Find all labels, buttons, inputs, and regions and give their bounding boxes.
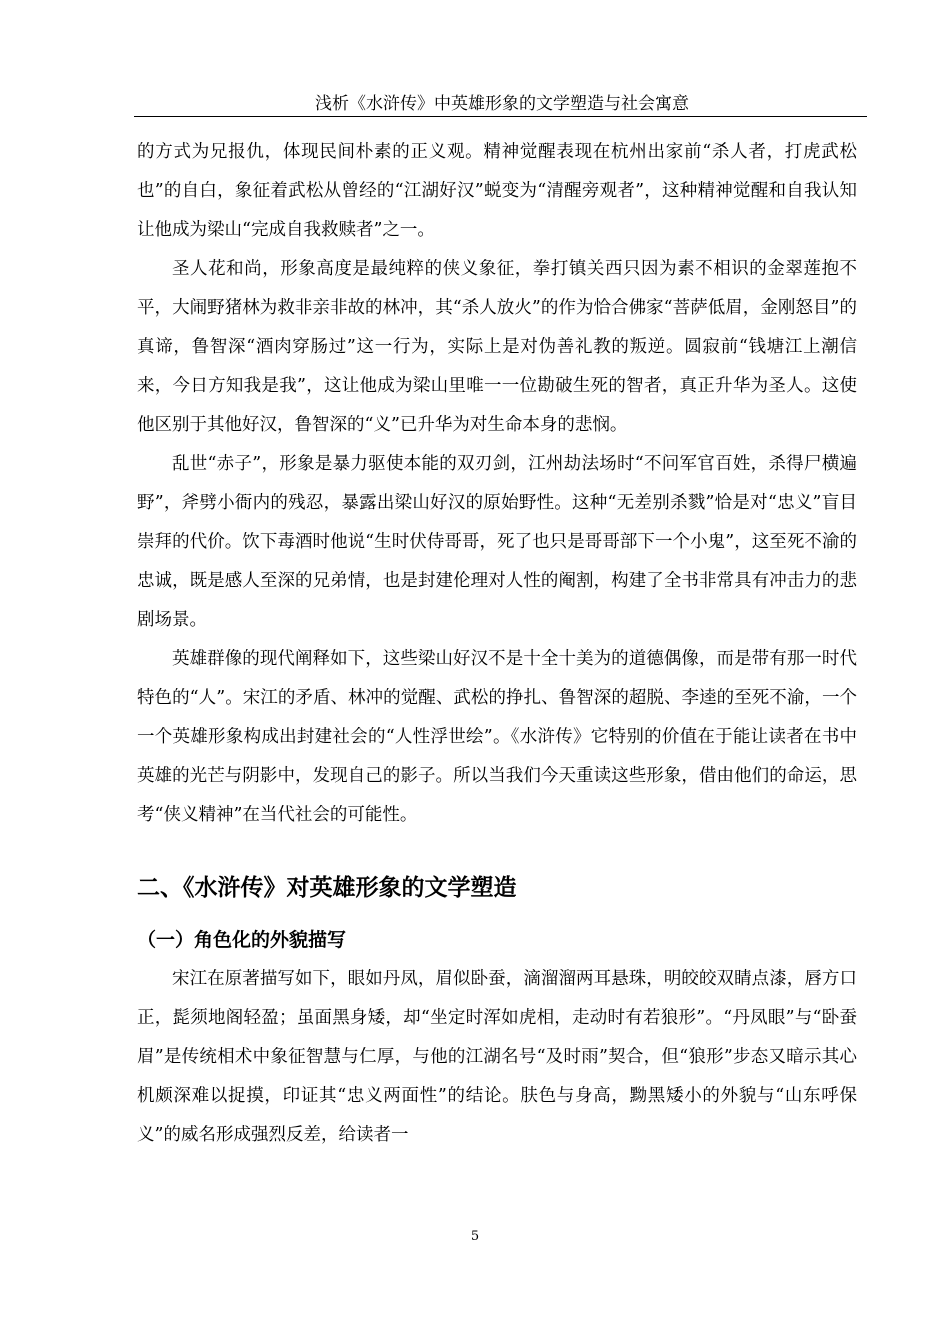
page-number: 5	[470, 1229, 480, 1244]
paragraph-continuation: 的方式为兄报仇，体现民间朴素的正义观。精神觉醒表现在杭州出家前“杀人者，打虎武松也”的自白，象征着武松从曾经的“江湖好汉”蜕变为“清醒旁观者”，这种精神觉醒和自我认知让他成为梁山“完成自我救赎者”之一。	[137, 142, 857, 240]
paragraph-li-kui: 乱世“赤子”，形象是暴力驱使本能的双刃剑，江州劫法场时“不问军官百姓，杀得尸横遍野”，斧劈小衙内的残忍，暴露出梁山好汉的原始野性。这种“无差别杀戮”恰是对“忠义”盲目崇拜的代价。饮下毒酒时他说“生时伏侍哥哥，死了也只是哥哥部下一个小鬼”，这至死不渝的忠诚，既是感人至深的兄弟情，也是封建伦理对人性的阉割，构建了全书非常具有冲击力的悲剧场景。	[137, 454, 857, 630]
running-header: 浅析《水浒传》中英雄形象的文学塑造与社会寓意	[315, 94, 689, 114]
paragraph-lu-zhishen: 圣人花和尚，形象高度是最纯粹的侠义象征，拳打镇关西只因为素不相识的金翠莲抱不平，大闹野猪林为救非亲非故的林冲，其“杀人放火”的作为恰合佛家“菩萨低眉，金刚怒目”的真谛，鲁智深“酒肉穿肠过”这一行为，实际上是对伪善礼教的叛逆。圆寂前“钱塘江上潮信来，今日方知我是我”，这让他成为梁山里唯一一位勘破生死的智者，真正升华为圣人。这使他区别于其他好汉，鲁智深的“义”已升华为对生命本身的悲悯。	[137, 259, 857, 435]
header-rule	[134, 116, 867, 117]
paragraph-modern-interpretation: 英雄群像的现代阐释如下，这些梁山好汉不是十全十美为的道德偶像，而是带有那一时代特色的“人”。宋江的矛盾、林冲的觉醒、武松的挣扎、鲁智深的超脱、李逵的至死不渝，一个一个英雄形象构成出封建社会的“人性浮世绘”。《水浒传》它特别的价值在于能让读者在书中英雄的光芒与阴影中，发现自己的影子。所以当我们今天重读这些形象，借由他们的命运，思考“侠义精神”在当代社会的可能性。	[137, 649, 857, 825]
section-heading: 二、《水浒传》对英雄形象的文学塑造	[137, 875, 517, 901]
body-text	[137, 133, 857, 1155]
subsection-heading: （一）角色化的外貌描写	[137, 929, 347, 951]
paragraph-song-jiang: 宋江在原著描写如下，眼如丹凤，眉似卧蚕，滴溜溜两耳悬珠，明皎皎双睛点漆，唇方口正，髭须地阁轻盈；虽面黑身矮，却“坐定时浑如虎相，走动时有若狼形”。“丹凤眼”与“卧蚕眉”是传统相术中象征智慧与仁厚，与他的江湖名号“及时雨”契合，但“狼形”步态又暗示其心机颇深难以捉摸，印证其“忠义两面性”的结论。肤色与身高，黝黑矮小的外貌与“山东呼保义”的威名形成强烈反差，给读者一	[137, 969, 857, 1145]
